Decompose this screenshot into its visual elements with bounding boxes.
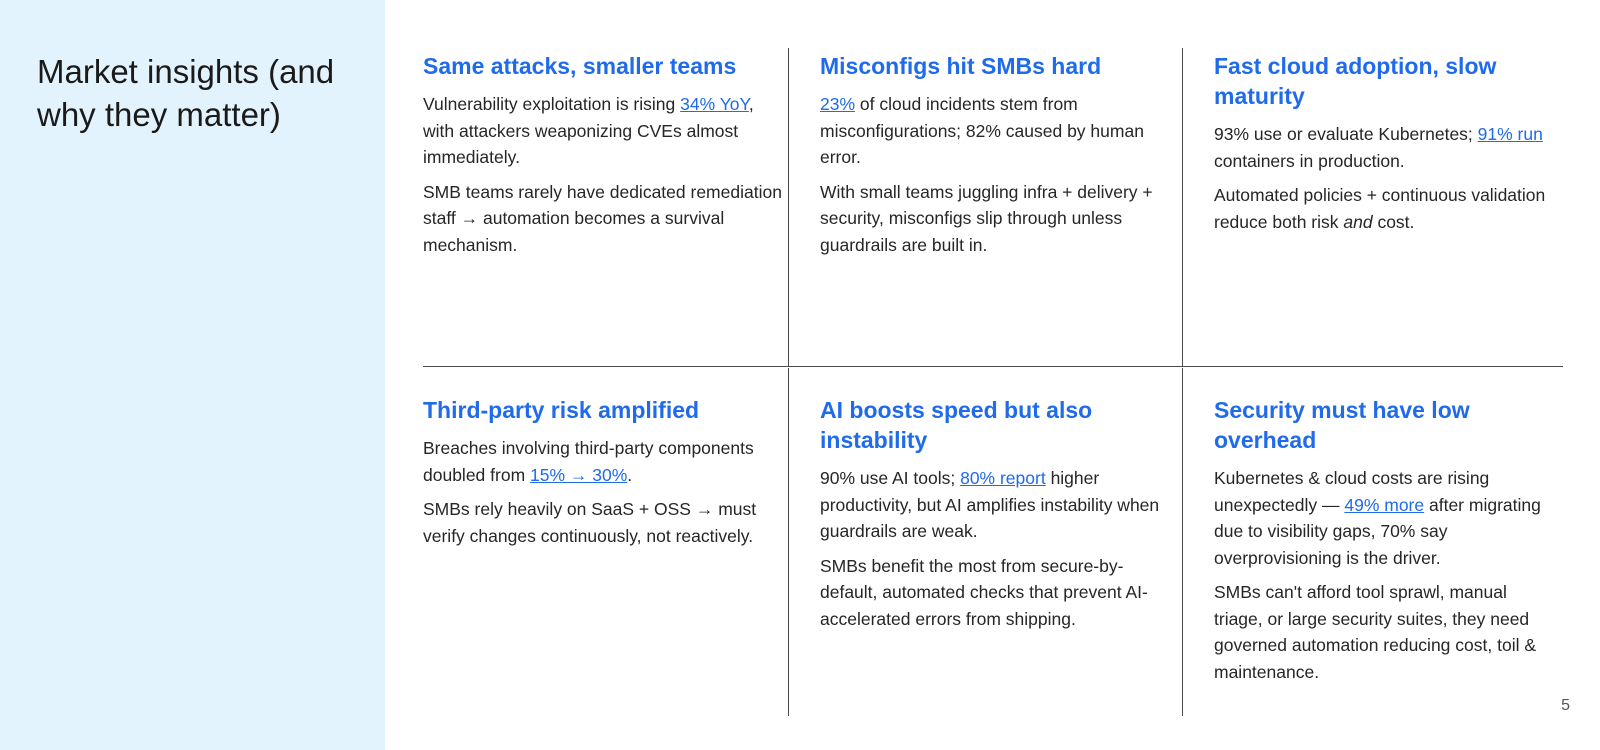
insight-card-same-attacks bbox=[423, 48, 787, 366]
stat-link-91-run[interactable]: 91% run bbox=[1477, 124, 1543, 144]
card-title: Third-party risk amplified bbox=[423, 397, 700, 423]
card-paragraph bbox=[423, 435, 787, 488]
card-text: of cloud incidents stem from misconfigurations; 82% caused by human error. bbox=[820, 94, 1144, 167]
page-title: Market insights (and why they matter) bbox=[37, 53, 335, 133]
insight-card-cloud-adoption bbox=[1182, 48, 1563, 366]
card-title: Fast cloud adoption, slow maturity bbox=[1214, 53, 1497, 109]
card-text: . bbox=[627, 464, 633, 485]
stat-link-49-more[interactable]: 49% more bbox=[1344, 494, 1425, 515]
card-paragraph: With small teams juggling infra + delivery + security, misconfigs slip through unless guardrails are built in. bbox=[820, 181, 1153, 255]
card-text: Breaches involving third-party components doubled from bbox=[423, 438, 754, 485]
card-text: , with attackers weaponizing CVEs almost immediately. bbox=[423, 94, 754, 167]
card-title: Misconfigs hit SMBs hard bbox=[820, 53, 1102, 79]
insight-card-misconfigs bbox=[788, 48, 1182, 366]
card-text: Kubernetes & cloud costs are rising unexpectedly — bbox=[1214, 468, 1490, 515]
card-text: Automated policies + continuous validation reduce both risk bbox=[1214, 185, 1546, 232]
stat-link-23[interactable]: 23% bbox=[820, 94, 856, 114]
card-paragraph: SMB teams rarely have dedicated remediation staff → automation becomes a survival mechanism. bbox=[423, 181, 782, 255]
card-text: cost. bbox=[1372, 211, 1415, 232]
insight-card-ai-speed bbox=[788, 368, 1182, 716]
card-paragraph: SMBs benefit the most from secure-by-default, automated checks that prevent AI-accelerated errors from shipping. bbox=[820, 555, 1148, 629]
card-paragraph bbox=[1214, 121, 1554, 174]
card-text: 90% use AI tools; bbox=[820, 468, 961, 488]
sidebar-panel bbox=[0, 0, 385, 750]
insights-row-bottom bbox=[423, 368, 1563, 716]
card-title: AI boosts speed but also instability bbox=[820, 397, 1093, 453]
card-paragraph bbox=[423, 91, 787, 171]
card-title: Security must have low overhead bbox=[1214, 397, 1470, 453]
stat-link-80-report[interactable]: 80% report bbox=[960, 468, 1046, 488]
stat-link-15-30[interactable]: 15% → 30% bbox=[530, 464, 628, 485]
card-text: containers in production. bbox=[1214, 150, 1405, 171]
card-paragraph bbox=[1214, 465, 1554, 571]
card-title: Same attacks, smaller teams bbox=[423, 53, 737, 79]
card-paragraph: SMBs rely heavily on SaaS + OSS → must verify changes continuously, not reactively. bbox=[423, 499, 757, 546]
emphasis-text: and bbox=[1343, 211, 1373, 232]
card-paragraph bbox=[820, 91, 1160, 171]
insights-row-top bbox=[423, 48, 1563, 366]
insight-card-third-party bbox=[423, 368, 787, 716]
card-text: Vulnerability exploitation is rising bbox=[423, 94, 681, 114]
card-paragraph: SMBs can't afford tool sprawl, manual triage, or large security suites, they need governed automation reducing cost, toil & maintenance. bbox=[1214, 582, 1536, 682]
horizontal-divider bbox=[423, 366, 1563, 367]
page-number: 5 bbox=[1561, 697, 1570, 714]
card-text: after migrating due to visibility gaps, 70% say overprovisioning is the driver. bbox=[1214, 494, 1541, 568]
card-paragraph bbox=[820, 465, 1160, 545]
card-paragraph bbox=[1214, 182, 1554, 235]
card-text: 93% use or evaluate Kubernetes; bbox=[1214, 124, 1478, 144]
insight-card-low-overhead bbox=[1182, 368, 1563, 716]
card-text: higher productivity, but AI amplifies instability when guardrails are weak. bbox=[820, 468, 1160, 541]
stat-link-34-yoy[interactable]: 34% YoY bbox=[680, 94, 749, 114]
